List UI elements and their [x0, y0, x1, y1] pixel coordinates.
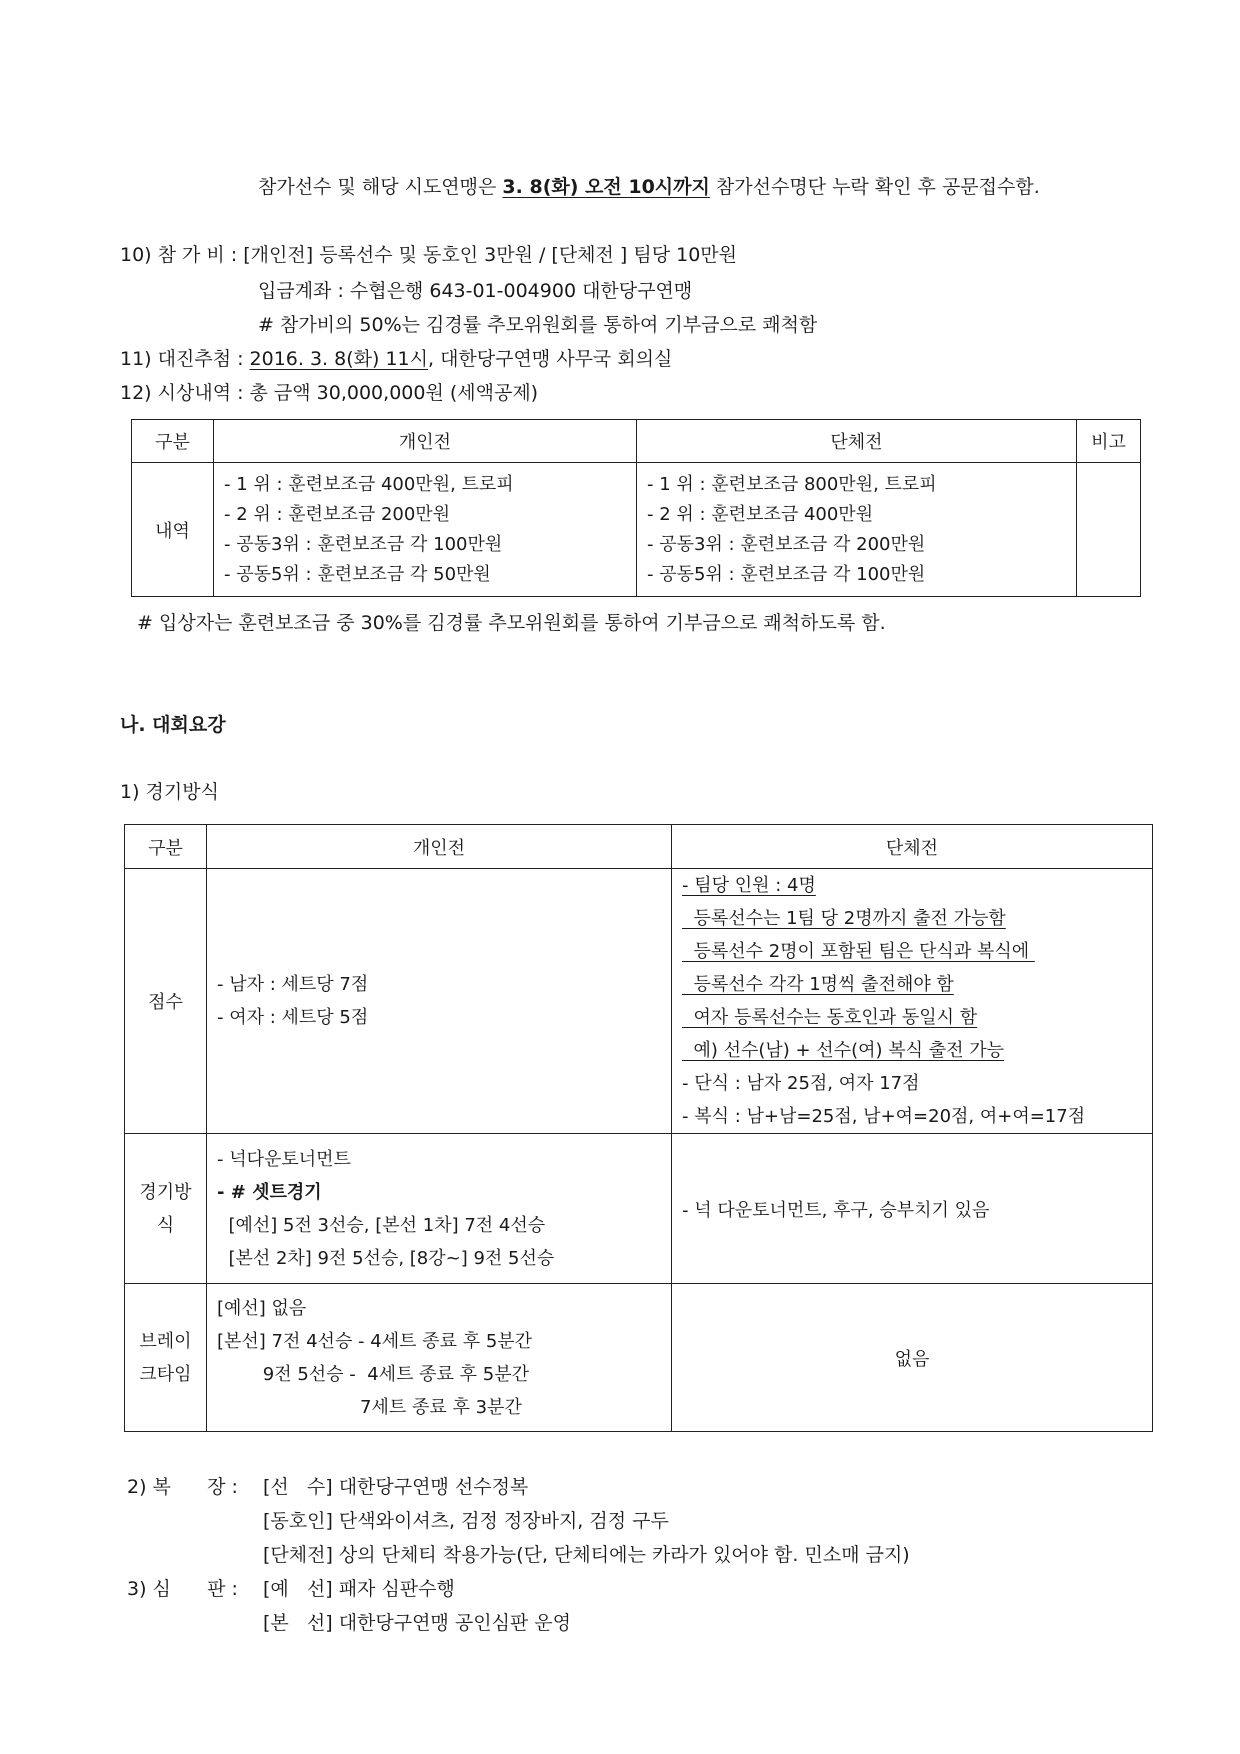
draw-place: , 대한당구연맹 사무국 회의실: [427, 348, 673, 370]
prize-header-team: 단체전: [637, 420, 1077, 463]
prize-individual-line: - 공동5위 : 훈련보조금 각 50만원: [224, 563, 491, 585]
score-individual-line: - 남자 : 세트당 7점: [217, 974, 369, 995]
score-team-line: 등록선수 2명이 포함된 팀은 단식과 복식에: [682, 941, 1035, 962]
intro-post: 참가선수명단 누락 확인 후 공문접수함.: [709, 176, 1040, 198]
prize-team-line: - 1 위 : 훈련보조금 800만원, 트로피: [647, 473, 937, 495]
prize-heading: 12) 시상내역 : 총 금액 30,000,000원 (세액공제): [120, 382, 539, 404]
prize-header-individual: 개인전: [214, 420, 637, 463]
uniform-label: 2) 복 장 :: [127, 1476, 244, 1498]
draw-label: 11) 대진추첨 :: [120, 348, 250, 370]
method-label: [125, 1134, 207, 1284]
method-team-cell: - 넉 다운토너먼트, 후구, 승부치기 있음: [672, 1134, 1153, 1284]
score-individual-cell: [207, 869, 672, 1134]
score-individual-line: - 여자 : 세트당 5점: [217, 1007, 369, 1028]
prize-note: # 입상자는 훈련보조금 중 30%를 김경률 추모위원회를 통하여 기부금으로 쾌척하도록 함.: [137, 612, 886, 634]
prize-individual-line: - 공동3위 : 훈련보조금 각 100만원: [224, 533, 503, 555]
referee-label: 3) 심 판 :: [127, 1578, 244, 1600]
draw-line: [120, 350, 672, 369]
referee-line: [본 선] 대한당구연맹 공인심판 운영: [263, 1612, 572, 1634]
game-header-individual: 개인전: [207, 825, 672, 869]
fee-label: 10) 참 가 비 :: [120, 244, 244, 266]
game-header-row: [125, 825, 1153, 869]
method-individual-line: [본선 2차] 9전 5선승, [8강~] 9전 5선승: [217, 1247, 555, 1269]
prize-row-label: 내역: [132, 463, 214, 597]
score-team-line: 여자 등록선수는 동호인과 동일시 함: [682, 1007, 978, 1028]
method-individual-cell: [207, 1134, 672, 1284]
intro-deadline: 3. 8(화) 오전 10시까지: [502, 176, 710, 198]
break-team-cell: 없음: [672, 1284, 1153, 1432]
score-team-line: 등록선수는 1팀 당 2명까지 출전 가능함: [682, 908, 1006, 929]
score-team-line: - 팀당 인원 : 4명: [682, 875, 816, 896]
game-table: [124, 824, 1153, 1432]
prize-team-cell: [637, 463, 1077, 597]
fee-line: [120, 246, 737, 265]
break-individual-line: [예선] 없음: [217, 1297, 307, 1319]
prize-team-line: - 2 위 : 훈련보조금 400만원: [647, 503, 874, 525]
break-individual-cell: [207, 1284, 672, 1432]
game-header-category: 구분: [125, 825, 207, 869]
score-team-line: - 복식 : 남+남=25점, 남+여=20점, 여+여=17점: [682, 1106, 1086, 1127]
break-label-line: 브레이: [139, 1330, 192, 1352]
score-team-line: - 단식 : 남자 25점, 여자 17점: [682, 1073, 920, 1094]
fee-text: [개인전] 등록선수 및 동호인 3만원 / [단체전 ] 팀당 10만원: [243, 244, 738, 266]
prize-details-row: [132, 463, 1141, 597]
fee-account: 입금계좌 : 수협은행 643-01-004900 대한당구연맹: [258, 280, 693, 302]
prize-team-line: - 공동5위 : 훈련보조금 각 100만원: [647, 563, 926, 585]
prize-individual-cell: [214, 463, 637, 597]
prize-individual-line: - 1 위 : 훈련보조금 400만원, 트로피: [224, 473, 514, 495]
break-individual-line: 9전 5선승 - 4세트 종료 후 5분간: [217, 1363, 530, 1385]
intro-line: [258, 178, 1040, 197]
section-title: 나. 대회요강: [120, 714, 226, 736]
method-label-line: 경기방: [139, 1181, 192, 1203]
break-label: [125, 1284, 207, 1432]
break-individual-line: 7세트 종료 후 3분간: [217, 1396, 522, 1418]
game-heading: 1) 경기방식: [120, 781, 219, 803]
draw-date: 2016. 3. 8(화) 11시: [249, 348, 428, 370]
fee-note: # 참가비의 50%는 김경률 추모위원회를 통하여 기부금으로 쾌척함: [258, 314, 818, 336]
score-team-cell: [672, 869, 1153, 1134]
score-row: [125, 869, 1153, 1134]
prize-header-remark: 비고: [1077, 420, 1141, 463]
score-label: 점수: [125, 869, 207, 1134]
method-individual-line: - # 셋트경기: [217, 1181, 322, 1203]
prize-header-category: 구분: [132, 420, 214, 463]
break-row: [125, 1284, 1153, 1432]
uniform-line: [선 수] 대한당구연맹 선수정복: [263, 1476, 529, 1498]
break-label-line: 크타임: [139, 1363, 192, 1385]
game-header-team: 단체전: [672, 825, 1153, 869]
prize-team-line: - 공동3위 : 훈련보조금 각 200만원: [647, 533, 926, 555]
method-individual-line: [예선] 5전 3선승, [본선 1차] 7전 4선승: [217, 1214, 546, 1236]
prize-header-row: [132, 420, 1141, 463]
intro-pre: 참가선수 및 해당 시도연맹은: [258, 176, 503, 198]
prize-remark-cell: [1077, 463, 1141, 597]
prize-individual-line: - 2 위 : 훈련보조금 200만원: [224, 503, 451, 525]
prize-table: [131, 419, 1141, 597]
method-individual-line: - 넉다운토너먼트: [217, 1148, 351, 1170]
score-team-line: 등록선수 각각 1명씩 출전해야 함: [682, 974, 954, 995]
break-individual-line: [본선] 7전 4선승 - 4세트 종료 후 5분간: [217, 1330, 533, 1352]
uniform-line: [동호인] 단색와이셔츠, 검정 정장바지, 검정 구두: [263, 1510, 669, 1532]
referee-line: [예 선] 패자 심판수행: [263, 1578, 455, 1600]
score-team-line: 예) 선수(남) + 선수(여) 복식 출전 가능: [682, 1040, 1005, 1061]
uniform-line: [단체전] 상의 단체티 착용가능(단, 단체티에는 카라가 있어야 함. 민소매 금지): [263, 1544, 910, 1566]
method-label-line: 식: [156, 1214, 175, 1236]
method-row: [125, 1134, 1153, 1284]
